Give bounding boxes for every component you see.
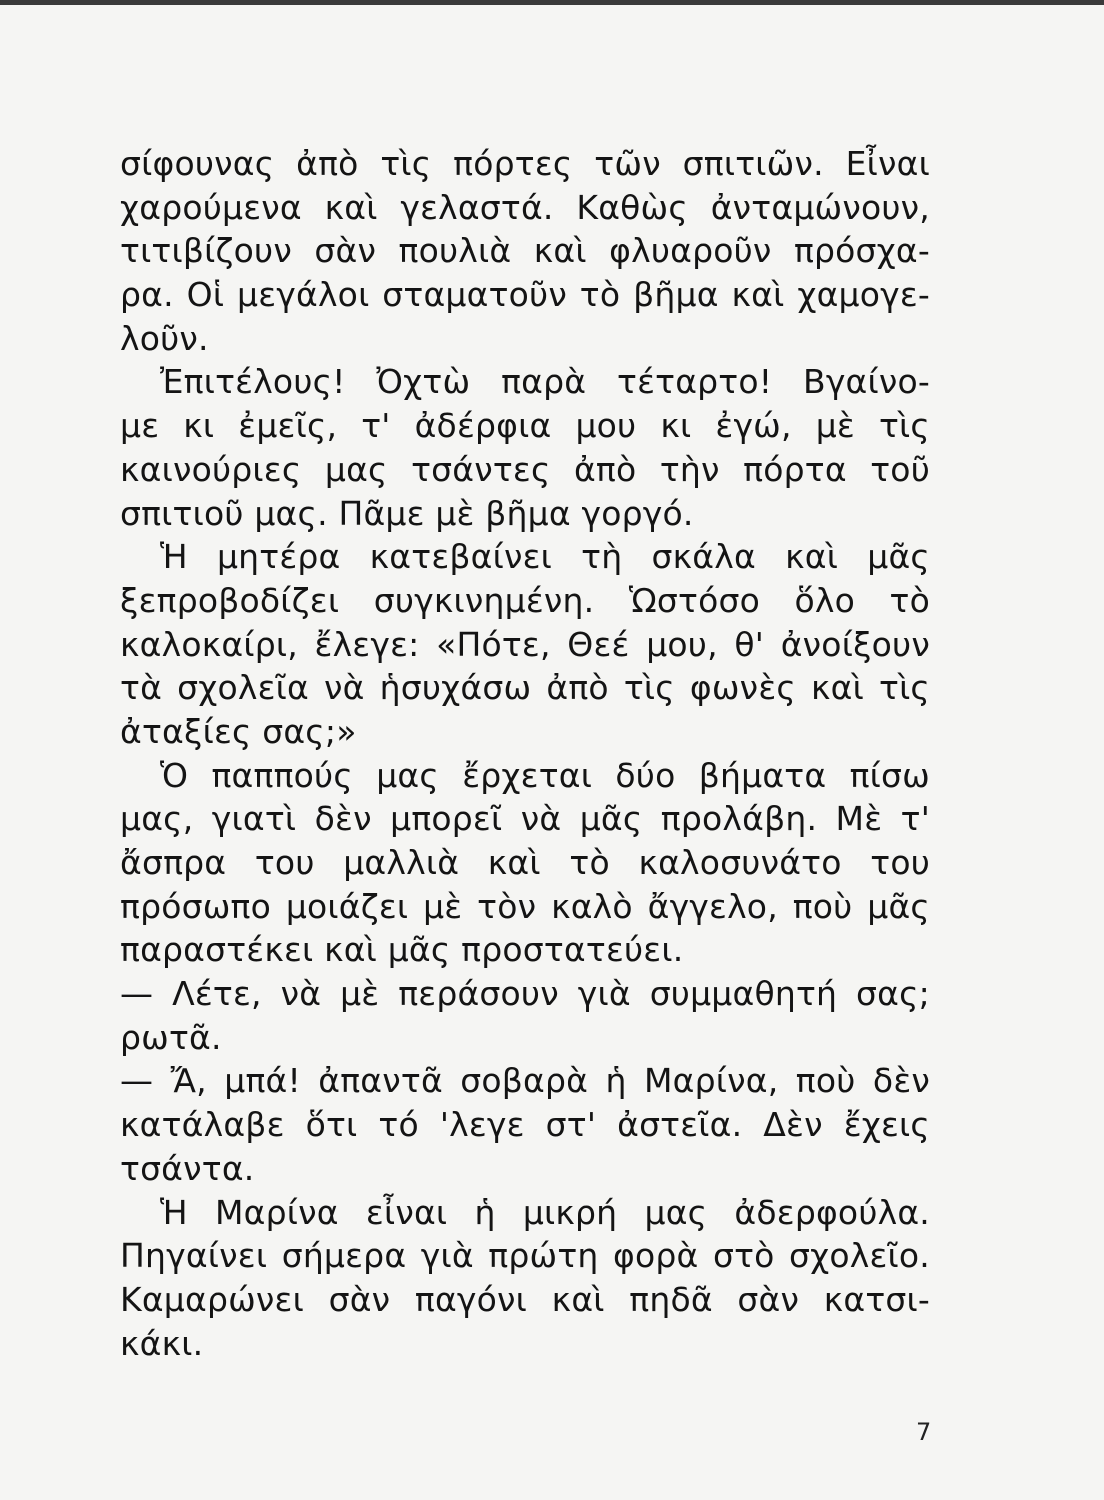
- text-line: σπιτιοῦ μας. Πᾶμε μὲ βῆμα γοργό.: [120, 493, 694, 533]
- page-top-edge: [0, 0, 1104, 5]
- text-line: κατάλαβε ὅτι τό 'λεγε στ' ἀστεῖα. Δὲν ἔχεις: [120, 1105, 930, 1145]
- text-line: Καμαρώνει σὰν παγόνι καὶ πηδᾶ σὰν κατσι-: [120, 1279, 930, 1319]
- text-line: Ὁ παππούς μας ἔρχεται δύο βήματα πίσω: [160, 755, 930, 795]
- text-line: κάκι.: [120, 1323, 204, 1363]
- text-line: με κι ἐμεῖς, τ' ἀδέρφια μου κι ἐγώ, μὲ τὶς: [120, 406, 930, 446]
- text-line: Πηγαίνει σήμερα γιὰ πρώτη φορὰ στὸ σχολεῖο.: [120, 1236, 930, 1276]
- text-line: πρόσωπο μοιάζει μὲ τὸν καλὸ ἄγγελο, ποὺ μᾶς: [120, 886, 930, 926]
- text-line: τσάντα.: [120, 1148, 255, 1188]
- text-line: ρα. Οἱ μεγάλοι σταματοῦν τὸ βῆμα καὶ χαμογε-: [120, 275, 930, 315]
- text-line: μας, γιατὶ δὲν μπορεῖ νὰ μᾶς προλάβη. Μὲ τ': [120, 799, 930, 839]
- text-line: — Ἄ, μπά! ἀπαντᾶ σοβαρὰ ἡ Μαρίνα, ποὺ δὲν: [120, 1061, 930, 1101]
- text-line: Ἐπιτέλους! Ὀχτὼ παρὰ τέταρτο! Βγαίνο-: [160, 362, 930, 402]
- text-line: λοῦν.: [120, 318, 209, 358]
- text-line: ρωτᾶ.: [120, 1017, 222, 1057]
- text-line: ἀταξίες σας;»: [120, 711, 357, 751]
- text-line: σίφουνας ἀπὸ τὶς πόρτες τῶν σπιτιῶν. Εἶναι: [120, 144, 930, 183]
- text-line: τὰ σχολεῖα νὰ ἡσυχάσω ἀπὸ τὶς φωνὲς καὶ τὶς: [120, 668, 930, 708]
- text-line: — Λέτε, νὰ μὲ περάσουν γιὰ συμμαθητή σας;: [120, 974, 930, 1014]
- text-line: καλοκαίρι, ἔλεγε: «Πότε, Θεέ μου, θ' ἀνοίξουν: [120, 624, 930, 664]
- text-line: Ἡ μητέρα κατεβαίνει τὴ σκάλα καὶ μᾶς: [160, 537, 930, 577]
- text-line: παραστέκει καὶ μᾶς προστατεύει.: [120, 930, 684, 970]
- text-line: χαρούμενα καὶ γελαστά. Καθὼς ἀνταμώνουν,: [120, 187, 930, 227]
- text-line: ξεπροβοδίζει συγκινημένη. Ὡστόσο ὅλο τὸ: [120, 580, 930, 620]
- text-line: ἄσπρα του μαλλιὰ καὶ τὸ καλοσυνάτο του: [120, 843, 930, 882]
- text-line: τιτιβίζουν σὰν πουλιὰ καὶ φλυαροῦν πρόσχα-: [120, 231, 930, 271]
- page-number: 7: [916, 1418, 932, 1446]
- body-text: [120, 142, 930, 1365]
- text-line: καινούριες μας τσάντες ἀπὸ τὴν πόρτα τοῦ: [120, 449, 930, 489]
- text-line: Ἡ Μαρίνα εἶναι ἡ μικρή μας ἀδερφούλα.: [160, 1192, 930, 1232]
